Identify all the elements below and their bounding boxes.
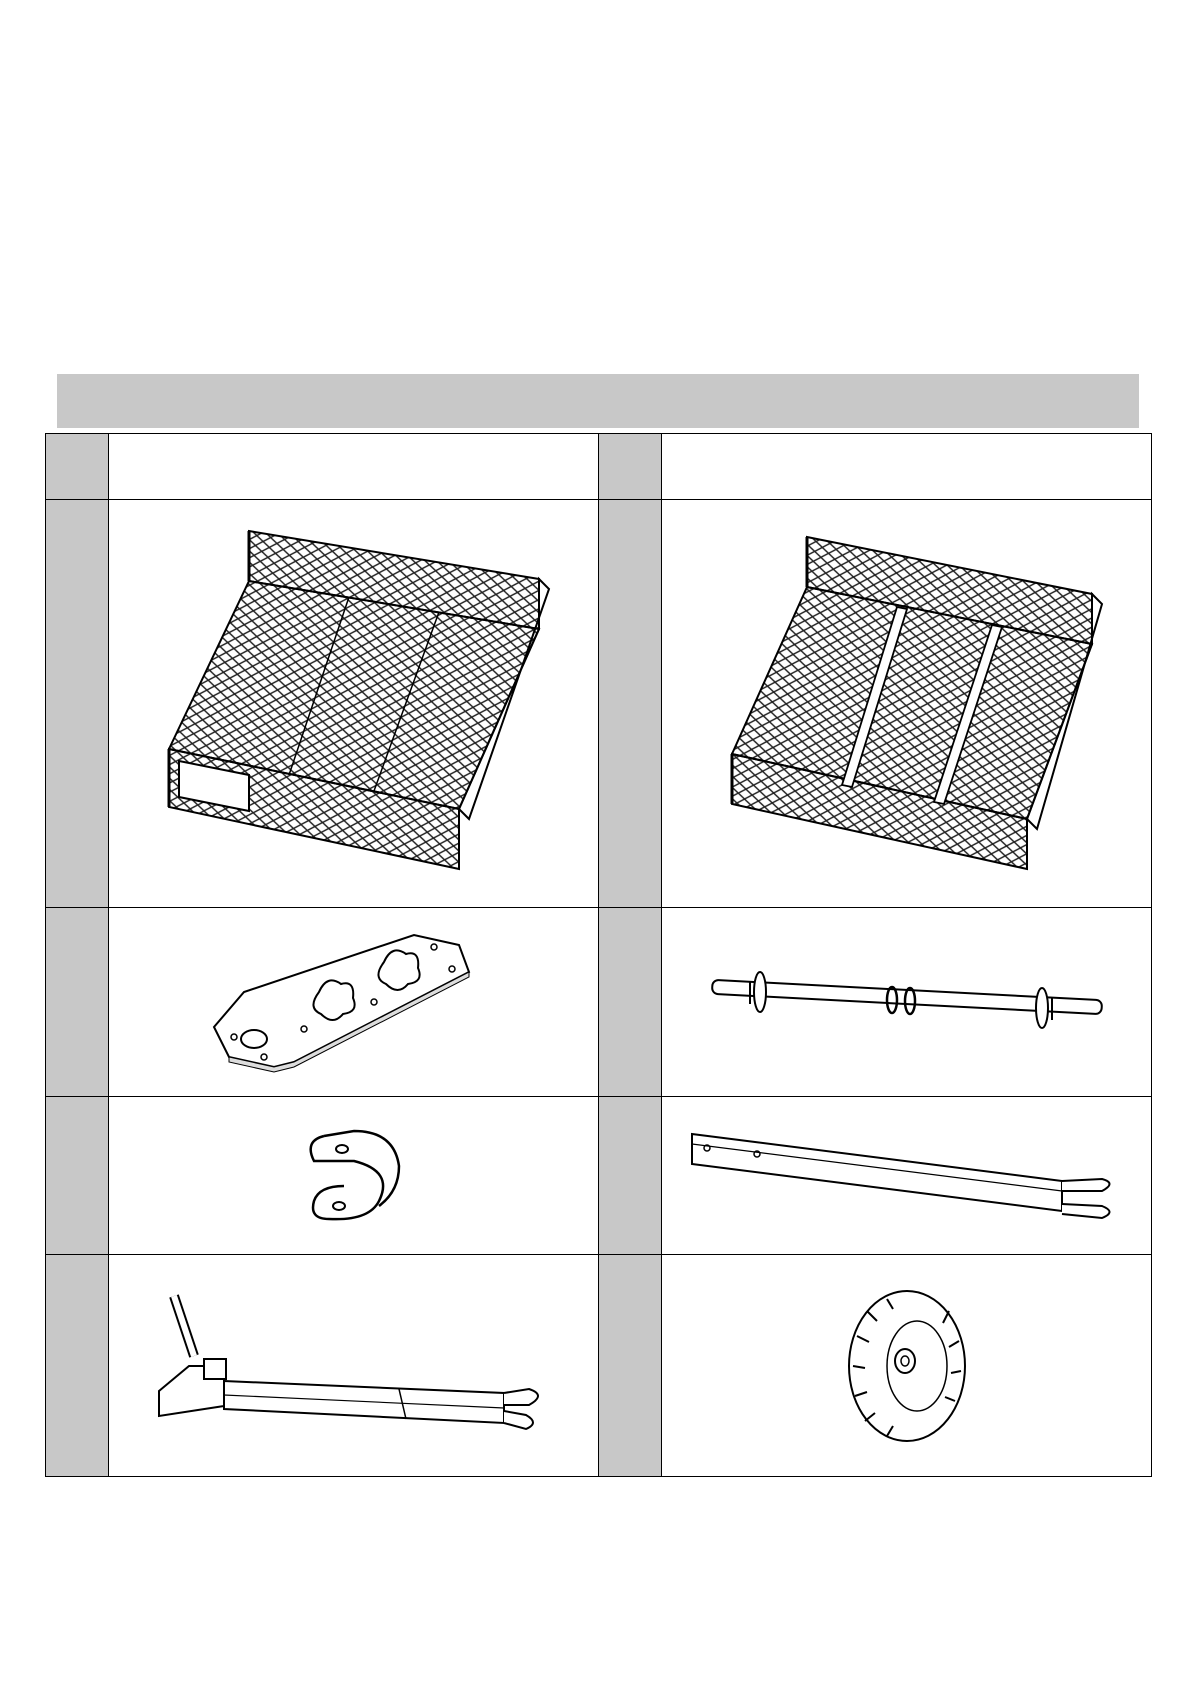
part-image-cell <box>109 500 599 908</box>
part-number-cell <box>599 500 662 908</box>
u-clamp-bracket-icon <box>294 1121 414 1231</box>
part-image-cell <box>662 908 1152 1097</box>
part-image-cell <box>109 1255 599 1477</box>
part-image-cell <box>109 908 599 1097</box>
part-number-cell <box>599 1097 662 1255</box>
mesh-basket-with-label-plate-icon <box>139 519 569 889</box>
part-number-cell <box>46 908 109 1097</box>
header-no-left <box>46 434 109 500</box>
header-no-right <box>599 434 662 500</box>
part-image-cell <box>662 500 1152 908</box>
mounting-plate-icon <box>204 927 504 1077</box>
table-row <box>46 1255 1152 1477</box>
tread-wheel-icon <box>837 1281 977 1451</box>
header-part-left <box>109 434 599 500</box>
table-header-row <box>46 434 1152 500</box>
square-tube-arm-icon <box>677 1116 1137 1236</box>
table-row <box>46 500 1152 908</box>
part-number-cell <box>599 908 662 1097</box>
table-row <box>46 908 1152 1097</box>
axle-shaft-icon <box>692 942 1122 1062</box>
header-part-right <box>662 434 1152 500</box>
part-number-cell <box>599 1255 662 1477</box>
table-row <box>46 1097 1152 1255</box>
tow-handle-bar-icon <box>144 1281 564 1451</box>
mesh-basket-with-dividers-icon <box>692 519 1122 889</box>
part-image-cell <box>662 1097 1152 1255</box>
part-number-cell <box>46 500 109 908</box>
parts-table <box>45 433 1152 1477</box>
part-image-cell <box>662 1255 1152 1477</box>
part-number-cell <box>46 1097 109 1255</box>
part-number-cell <box>46 1255 109 1477</box>
section-header-bar <box>57 374 1139 428</box>
part-image-cell <box>109 1097 599 1255</box>
